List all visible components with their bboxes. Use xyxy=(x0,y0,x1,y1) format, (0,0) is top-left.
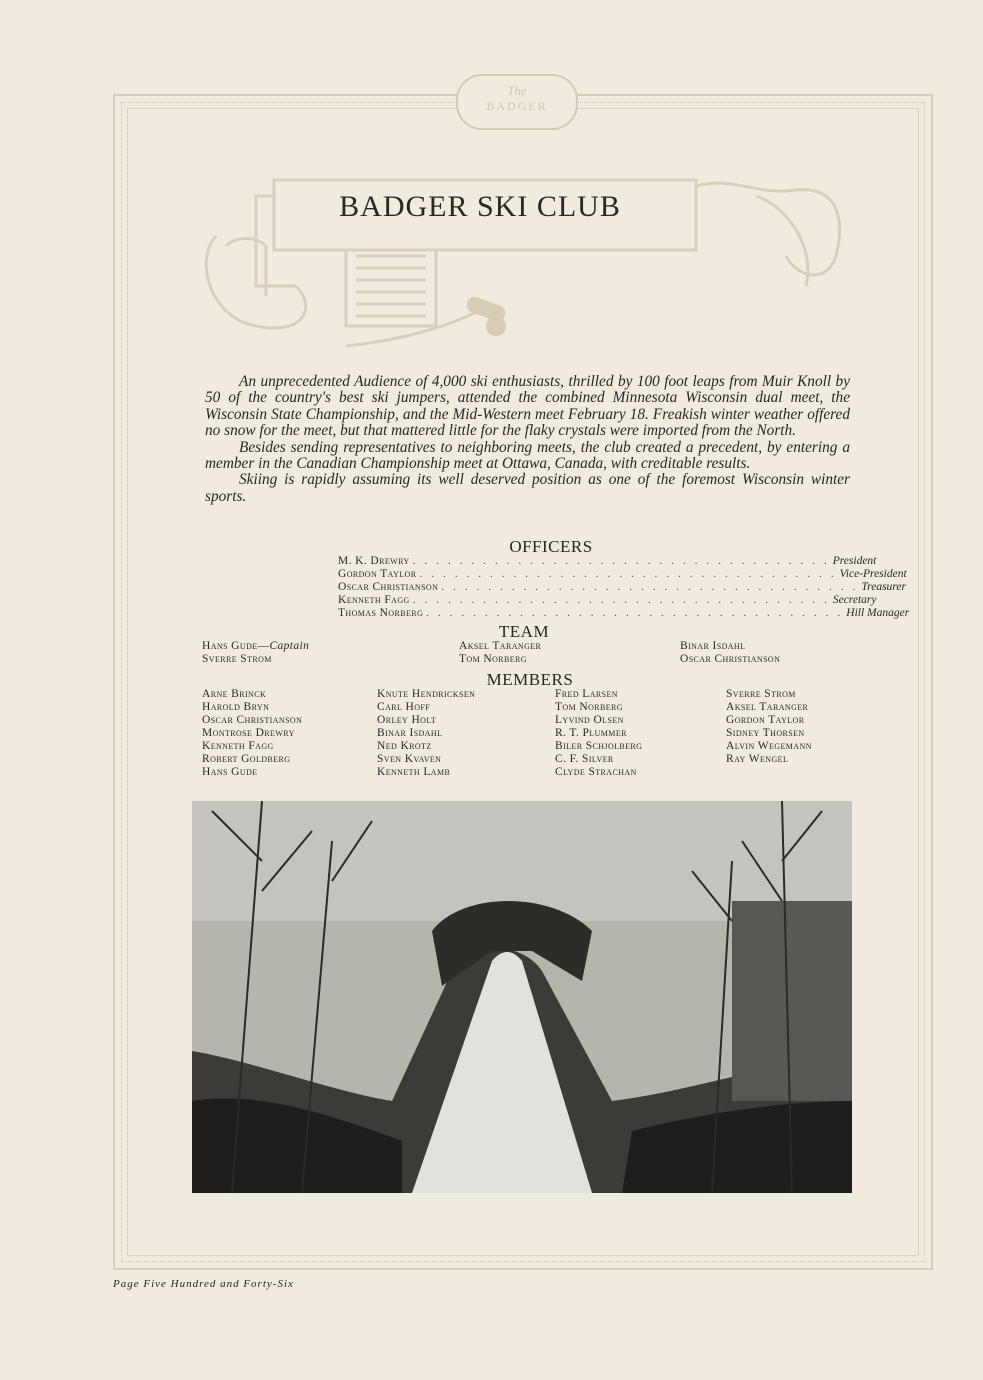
officer-name: Kenneth Fagg xyxy=(338,594,410,606)
dot-leader: . . . . . . . . . . . . . . . . . . . . . . . . . . . . . . . . . . . . xyxy=(441,581,859,593)
member-name: C. F. Silver xyxy=(555,753,614,765)
member-name: Kenneth Lamb xyxy=(377,766,451,778)
page-number-footer: Page Five Hundred and Forty-Six xyxy=(113,1278,294,1290)
member-name: Harold Bryn xyxy=(202,701,270,713)
member-name: Fred Larsen xyxy=(555,688,618,700)
paragraph-1: An unprecedented Audience of 4,000 ski enthusiasts, thrilled by 100 foot leaps from Muir Knoll by 50 of the country's best ski jumpers, attended the combined Minnesota Wisconsin dual meet, the Wisconsin State Championship, and the Mid-Western meet February 18. Freakish winter weather offered no snow for the meet, but that mattered little for the flaky crystals were imported from the North. xyxy=(205,373,850,440)
member-name: Biler Schjolberg xyxy=(555,740,643,752)
team-column-1 xyxy=(202,640,309,666)
member-name: Lyvind Olsen xyxy=(555,714,624,726)
page-title: BADGER SKI CLUB xyxy=(339,190,621,223)
member-name: Montrose Drewry xyxy=(202,727,295,739)
officer-role: Secretary xyxy=(832,594,877,606)
paragraph-3: Skiing is rapidly assuming its well deserved position as one of the foremost Wisconsin winter sports. xyxy=(205,471,850,505)
officer-role: Vice-President xyxy=(839,568,907,580)
officer-row xyxy=(338,581,906,594)
member-name: Kenneth Fagg xyxy=(202,740,274,752)
crest-line-1: The xyxy=(507,83,527,98)
dot-leader: . . . . . . . . . . . . . . . . . . . . . . . . . . . . . . . . . . . . xyxy=(419,568,837,580)
officer-name: Gordon Taylor xyxy=(338,568,417,580)
officer-role: President xyxy=(832,555,877,567)
officer-role: Treasurer xyxy=(861,581,906,593)
ski-jump-photograph xyxy=(192,801,852,1193)
member-name: Aksel Taranger xyxy=(726,701,809,713)
officer-name: Thomas Norberg xyxy=(338,607,424,619)
team-column-2 xyxy=(459,640,541,666)
member-name: Alvin Wegemann xyxy=(726,740,812,752)
officer-row xyxy=(338,594,877,607)
team-member: Binar Isdahl xyxy=(680,640,746,652)
officers-list xyxy=(338,555,910,620)
members-column-1 xyxy=(202,688,302,779)
team-column-3 xyxy=(680,640,780,666)
officer-row xyxy=(338,568,907,581)
member-name: Ray Wengel xyxy=(726,753,789,765)
captain-name: Hans Gude xyxy=(202,640,258,652)
team-captain: Hans Gude—Captain xyxy=(202,640,310,652)
member-name: Sidney Thorsen xyxy=(726,727,805,739)
members-heading: MEMBERS xyxy=(486,670,574,689)
badger-crest-logo xyxy=(456,74,578,130)
member-name: Oscar Christianson xyxy=(202,714,303,726)
member-name: Arne Brinck xyxy=(202,688,267,700)
ski-jump-photo-drawing xyxy=(192,801,852,1193)
member-name: R. T. Plummer xyxy=(555,727,627,739)
member-name: Hans Gude xyxy=(202,766,258,778)
dot-leader: . . . . . . . . . . . . . . . . . . . . . . . . . . . . . . . . . . . . xyxy=(426,607,844,619)
members-column-3 xyxy=(555,688,642,779)
team-member: Sverre Strom xyxy=(202,653,272,665)
member-name: Robert Goldberg xyxy=(202,753,291,765)
team-member: Aksel Taranger xyxy=(459,640,542,652)
officer-row xyxy=(338,555,877,568)
officer-row xyxy=(338,607,910,620)
officer-name: Oscar Christianson xyxy=(338,581,439,593)
team-member: Tom Norberg xyxy=(459,653,527,665)
captain-role: Captain xyxy=(269,640,310,652)
crest-line-2: BADGER xyxy=(486,99,548,113)
dot-leader: . . . . . . . . . . . . . . . . . . . . . . . . . . . . . . . . . . . . xyxy=(412,555,830,567)
member-name: Carl Hoff xyxy=(377,701,431,713)
member-name: Knute Hendricksen xyxy=(377,688,476,700)
team-heading: TEAM xyxy=(498,622,550,641)
team-member: Oscar Christianson xyxy=(680,653,781,665)
member-name: Sven Kvaven xyxy=(377,753,442,765)
member-name: Binar Isdahl xyxy=(377,727,443,739)
member-name: Ned Krotz xyxy=(377,740,432,752)
dot-leader: . . . . . . . . . . . . . . . . . . . . . . . . . . . . . . . . . . . . xyxy=(412,594,830,606)
member-name: Orley Holt xyxy=(377,714,437,726)
members-column-4 xyxy=(726,688,812,766)
member-name: Clyde Strachan xyxy=(555,766,637,778)
member-name: Tom Norberg xyxy=(555,701,623,713)
officers-heading: OFFICERS xyxy=(509,537,593,556)
article-body xyxy=(205,374,850,505)
member-name: Sverre Strom xyxy=(726,688,796,700)
paragraph-2: Besides sending representatives to neighboring meets, the club created a precedent, by entering a member in the Canadian Championship meet at Ottawa, Canada, with creditable results. xyxy=(205,438,850,473)
officer-role: Hill Manager xyxy=(846,607,910,619)
member-name: Gordon Taylor xyxy=(726,714,805,726)
members-column-2 xyxy=(377,688,475,779)
officer-name: M. K. Drewry xyxy=(338,555,410,567)
